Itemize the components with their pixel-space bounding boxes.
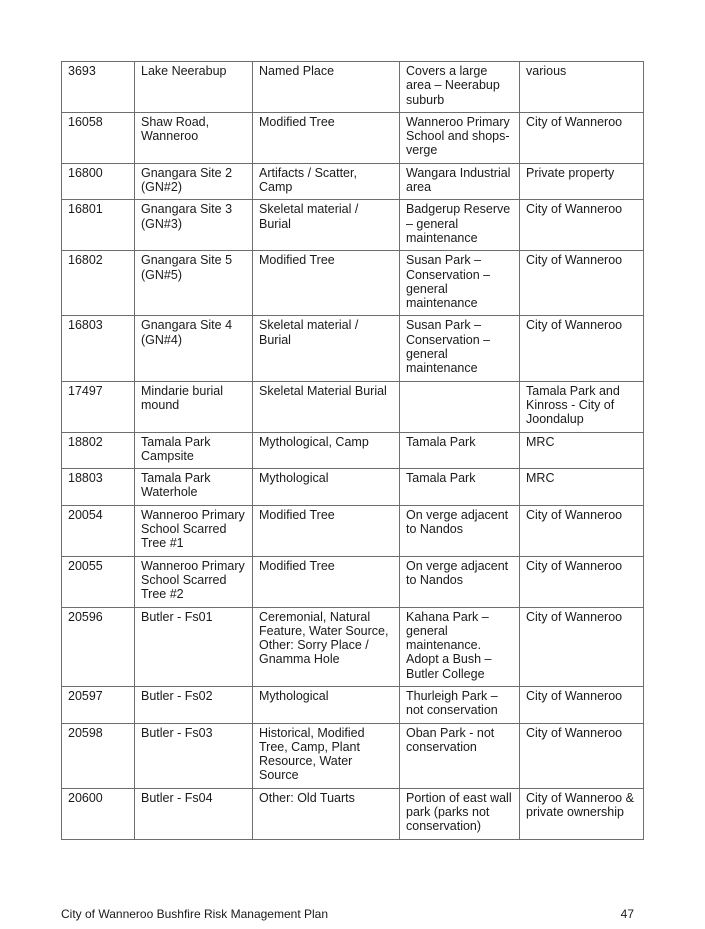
ownership-cell: various xyxy=(520,62,644,113)
site-id-cell: 3693 xyxy=(62,62,135,113)
location-cell xyxy=(400,381,520,432)
site-type-cell: Named Place xyxy=(253,62,400,113)
location-cell: On verge adjacent to Nandos xyxy=(400,505,520,556)
location-cell: Thurleigh Park – not conservation xyxy=(400,686,520,723)
table-row xyxy=(62,556,644,607)
site-type-cell: Skeletal Material Burial xyxy=(253,381,400,432)
location-cell: Portion of east wall park (parks not conservation) xyxy=(400,788,520,839)
table-row xyxy=(62,381,644,432)
site-name-cell: Wanneroo Primary School Scarred Tree #2 xyxy=(135,556,253,607)
site-id-cell: 20054 xyxy=(62,505,135,556)
location-cell: Susan Park – Conservation – general maintenance xyxy=(400,251,520,316)
site-name-cell: Shaw Road, Wanneroo xyxy=(135,112,253,163)
site-type-cell: Other: Old Tuarts xyxy=(253,788,400,839)
site-name-cell: Mindarie burial mound xyxy=(135,381,253,432)
site-type-cell: Ceremonial, Natural Feature, Water Source, Other: Sorry Place / Gnamma Hole xyxy=(253,607,400,686)
site-name-cell: Butler - Fs01 xyxy=(135,607,253,686)
site-id-cell: 18803 xyxy=(62,469,135,506)
site-name-cell: Tamala Park Waterhole xyxy=(135,469,253,506)
site-type-cell: Skeletal material / Burial xyxy=(253,316,400,381)
ownership-cell: City of Wanneroo xyxy=(520,200,644,251)
site-id-cell: 16802 xyxy=(62,251,135,316)
site-id-cell: 20055 xyxy=(62,556,135,607)
table-row xyxy=(62,686,644,723)
site-id-cell: 20598 xyxy=(62,723,135,788)
site-id-cell: 16801 xyxy=(62,200,135,251)
location-cell: Oban Park - not conservation xyxy=(400,723,520,788)
site-type-cell: Skeletal material / Burial xyxy=(253,200,400,251)
footer-title: City of Wanneroo Bushfire Risk Management Plan xyxy=(61,907,329,921)
location-cell: On verge adjacent to Nandos xyxy=(400,556,520,607)
site-id-cell: 16800 xyxy=(62,163,135,200)
site-type-cell: Modified Tree xyxy=(253,505,400,556)
site-name-cell: Gnangara Site 4 (GN#4) xyxy=(135,316,253,381)
ownership-cell: MRC xyxy=(520,432,644,469)
site-name-cell: Gnangara Site 2 (GN#2) xyxy=(135,163,253,200)
site-type-cell: Historical, Modified Tree, Camp, Plant Resource, Water Source xyxy=(253,723,400,788)
ownership-cell: City of Wanneroo xyxy=(520,112,644,163)
site-type-cell: Mythological xyxy=(253,686,400,723)
ownership-cell: City of Wanneroo xyxy=(520,251,644,316)
location-cell: Kahana Park – general maintenance. Adopt a Bush – Butler College xyxy=(400,607,520,686)
location-cell: Wanneroo Primary School and shops-verge xyxy=(400,112,520,163)
location-cell: Badgerup Reserve – general maintenance xyxy=(400,200,520,251)
table-row xyxy=(62,788,644,839)
ownership-cell: MRC xyxy=(520,469,644,506)
site-id-cell: 16803 xyxy=(62,316,135,381)
site-name-cell: Wanneroo Primary School Scarred Tree #1 xyxy=(135,505,253,556)
location-cell: Covers a large area – Neerabup suburb xyxy=(400,62,520,113)
site-name-cell: Butler - Fs04 xyxy=(135,788,253,839)
site-id-cell: 17497 xyxy=(62,381,135,432)
location-cell: Wangara Industrial area xyxy=(400,163,520,200)
site-name-cell: Lake Neerabup xyxy=(135,62,253,113)
location-cell: Susan Park – Conservation – general maintenance xyxy=(400,316,520,381)
footer-page-number: 47 xyxy=(620,907,634,921)
table-row xyxy=(62,316,644,381)
table-row xyxy=(62,469,644,506)
ownership-cell: City of Wanneroo xyxy=(520,723,644,788)
location-cell: Tamala Park xyxy=(400,432,520,469)
table-row xyxy=(62,432,644,469)
table-row xyxy=(62,200,644,251)
ownership-cell: City of Wanneroo xyxy=(520,556,644,607)
site-name-cell: Gnangara Site 5 (GN#5) xyxy=(135,251,253,316)
site-id-cell: 16058 xyxy=(62,112,135,163)
table-row xyxy=(62,505,644,556)
site-type-cell: Mythological xyxy=(253,469,400,506)
table-row xyxy=(62,723,644,788)
site-type-cell: Modified Tree xyxy=(253,556,400,607)
site-name-cell: Tamala Park Campsite xyxy=(135,432,253,469)
ownership-cell: City of Wanneroo xyxy=(520,505,644,556)
table-row xyxy=(62,62,644,113)
site-id-cell: 20600 xyxy=(62,788,135,839)
site-type-cell: Artifacts / Scatter, Camp xyxy=(253,163,400,200)
location-cell: Tamala Park xyxy=(400,469,520,506)
ownership-cell: City of Wanneroo & private ownership xyxy=(520,788,644,839)
site-name-cell: Gnangara Site 3 (GN#3) xyxy=(135,200,253,251)
site-id-cell: 20597 xyxy=(62,686,135,723)
site-id-cell: 20596 xyxy=(62,607,135,686)
table-row xyxy=(62,251,644,316)
ownership-cell: City of Wanneroo xyxy=(520,316,644,381)
table-row xyxy=(62,112,644,163)
site-type-cell: Modified Tree xyxy=(253,251,400,316)
heritage-sites-table xyxy=(61,61,644,840)
site-type-cell: Mythological, Camp xyxy=(253,432,400,469)
site-id-cell: 18802 xyxy=(62,432,135,469)
site-name-cell: Butler - Fs02 xyxy=(135,686,253,723)
site-type-cell: Modified Tree xyxy=(253,112,400,163)
table-body xyxy=(62,62,644,840)
ownership-cell: Tamala Park and Kinross - City of Joondalup xyxy=(520,381,644,432)
table-row xyxy=(62,607,644,686)
ownership-cell: City of Wanneroo xyxy=(520,686,644,723)
site-name-cell: Butler - Fs03 xyxy=(135,723,253,788)
table-row xyxy=(62,163,644,200)
ownership-cell: Private property xyxy=(520,163,644,200)
ownership-cell: City of Wanneroo xyxy=(520,607,644,686)
